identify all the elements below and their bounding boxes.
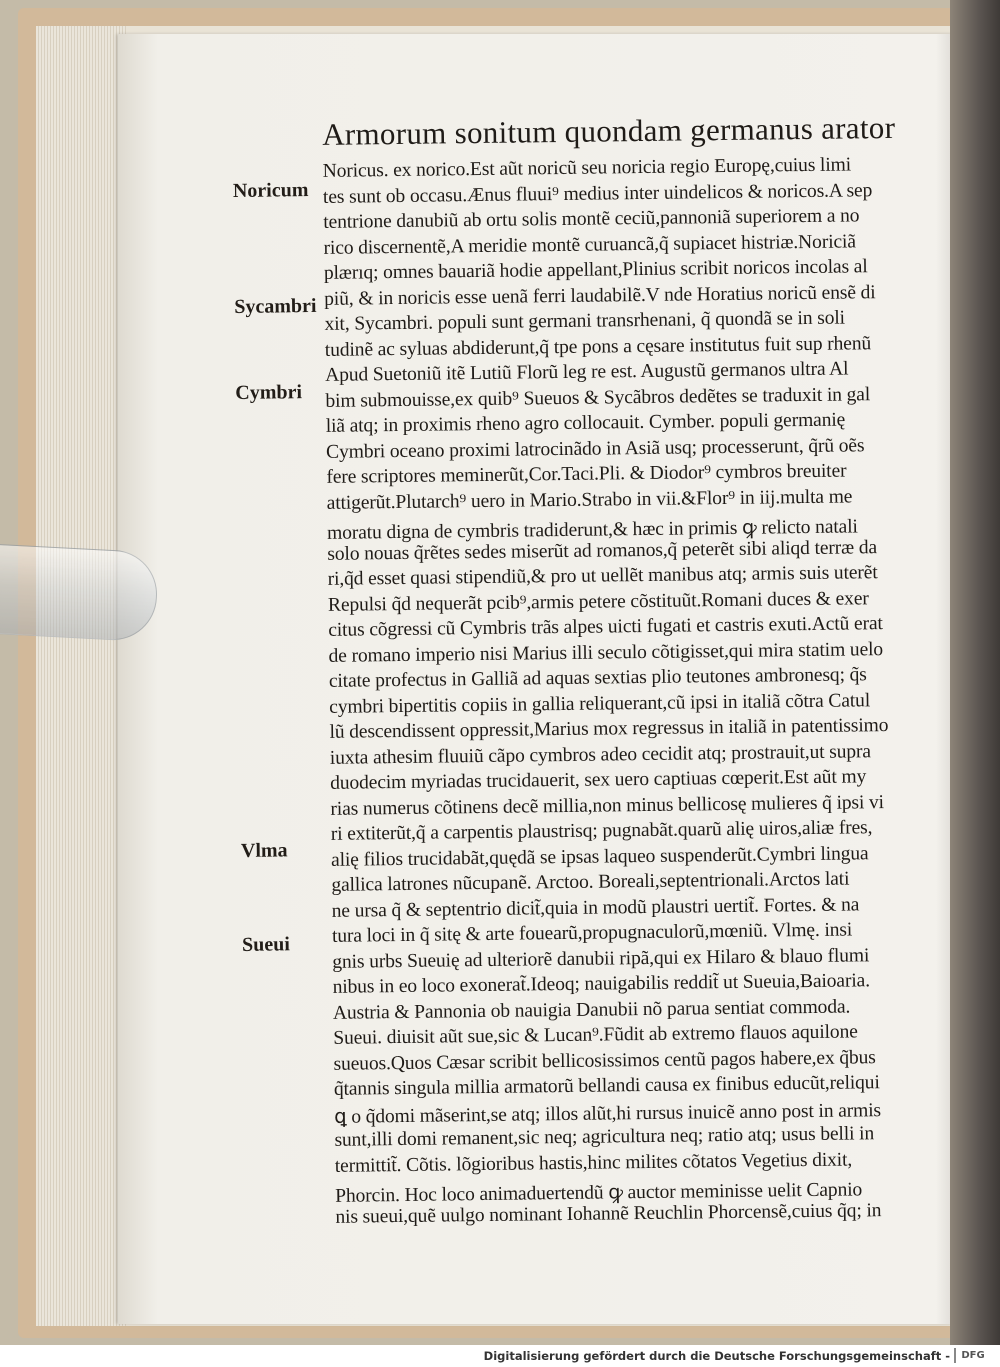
text-line: piũ, & in noricis esse uenã ferri laudabilẽ.V nde Horatius noricũ ensẽ di <box>324 281 876 310</box>
text-line: citus cõgressi cũ Cymbris trãs alpes uicti fugati et castris exuti.Actũ erat <box>328 613 883 641</box>
text-line: ri extiterũt,q̃ a carpentis plaustrisq; pugnabãt.quarũ alię uiros,aliæ fres, <box>330 817 873 845</box>
text-line: attigerũt.Plutarch⁹ uero in Mario.Strabo in vii.&Flor⁹ in iij.multa me <box>326 485 853 514</box>
text-line: sueuos.Quos Cæsar scribit bellicosissimos centũ pagos habere,ex q̃bus <box>333 1046 876 1075</box>
text-line: ꝗ o q̃domi mãserint,se atq; illos alũt,hi rursus inuicẽ anno post in armis <box>334 1099 882 1128</box>
text-line: citate profectus in Galliã ad aquas sextias plio teutones ambronesq; q̃s <box>328 664 867 692</box>
text-line: cymbri bipertitis copiis in gallia reliquerant,cũ ipsi in italiã cõtra Catul <box>329 689 871 718</box>
text-line: Repulsi q̃d nequerãt pcib⁹,armis petere cõstituũt.Romani duces & exer <box>327 587 869 616</box>
text-line: Sueui. diuisit aũt sue,sic & Lucan⁹.Fũdit ab extremo flauos aquilone <box>333 1021 858 1049</box>
text-line: duodecim myriadas trucidauerit, sex uero captiuas cœperit.Est aũt my <box>330 766 867 794</box>
margin-note-sycambri: Sycambri <box>234 294 317 318</box>
text-line: tura loci in q̃ sitę & arte fouearũ,propugnaculorũ,mœniũ. Vlmę. insi <box>331 919 853 947</box>
text-line: fere scriptores meminerũt,Cor.Taci.Pli. & Diodor⁹ cymbros breuiter <box>326 460 847 488</box>
binding-edge <box>950 0 1000 1345</box>
text-line: lũ descendissent oppressit,Marius mox regressus in italiã in patentissimo <box>329 715 889 743</box>
dfg-logo-icon: DFG <box>954 1348 990 1363</box>
text-line: de romano imperio nisi Marius illi seculo cõtigisset,qui mira statim uelo <box>328 638 884 667</box>
text-line: nibus in eo loco exonerat̃.Ideoq; nauigabilis reddit̃ ut Sueuia,Baioaria. <box>332 970 871 998</box>
text-line: Phorcin. Hoc loco animaduertendũ ꝙ auctor meminisse uelit Capnio <box>335 1179 863 1207</box>
page-edges <box>36 26 126 1326</box>
text-line: alię filios trucidabãt,quędã se ipsas laqueo suspenderũt.Cymbri lingua <box>330 842 869 871</box>
verse-headline: Armorum sonitum quondam germanus arator <box>321 109 896 152</box>
text-line: sunt,illi domi remanent,sic neq; agricultura neq; ratio atq; usus belli in <box>334 1123 875 1151</box>
text-line: tentrione danubiũ ab ortu solis montẽ ceciũ,pannoniã superiorem a no <box>323 205 860 233</box>
margin-note-sueui: Sueui <box>241 933 291 956</box>
text-line: moratu digna de cymbris tradiderunt,& hæc in primis ꝙ relicto natali <box>326 516 858 544</box>
text-line: Apud Suetoniũ itẽ Lutiũ Florũ leg re est. Augustũ germanos ultra Al <box>325 358 849 386</box>
text-line: q̃tannis singula millia armatorũ bellandi causa ex finibus educũt,reliqui <box>333 1072 880 1100</box>
text-line: rias numerus cõtinens decẽ millia,non minus bellicosę mulieres q̃ ipsi vi <box>330 791 885 820</box>
text-line: rico discernentẽ,A meridie montẽ curuancã,q̃ supiacet histriæ.Noriciã <box>323 230 856 259</box>
text-line: iuxta athesim fluuiũ cãpo cymbros adeo cecidit atq; prostrauit,ut supra <box>329 740 872 769</box>
margin-note-cymbri: Cymbri <box>235 381 303 404</box>
text-line: liã atq; in proximis rheno agro collocauit. Cymber. populi germanię <box>325 409 846 437</box>
text-line: Austria & Pannonia ob nauigia Danubii nõ parua sentiat commoda. <box>332 996 851 1024</box>
text-line: xit, Sycambri. populi sunt germani transrhenani, q̃ quondã se in soli <box>324 307 846 335</box>
text-line: ri,q̃d esset quasi stipendiũ,& pro ut uellẽt manibus atq; armis suis uterẽt <box>327 562 878 590</box>
text-line: tudinẽ ac syluas abdiderunt,q̃ tpe pons a cęsare institutus fuit sup rhenũ <box>324 332 872 361</box>
text-line: nis sueui,quẽ uulgo nominant Iohannẽ Reuchlin Phorcensẽ,cuius q̃q; in <box>335 1199 882 1228</box>
text-line: termittit̃. Cõtis. lõgioribus hastis,hinc milites cõtatos Vegetius dixit, <box>334 1149 853 1177</box>
text-line: Cymbri oceano proximi latrocinãdo in Asiã usq; processerunt, q̃rũ oẽs <box>325 434 865 463</box>
text-line: ne ursa q̃ & septentrio dicit̃,quia in modũ plaustri uertit̃. Fortes. & na <box>331 893 860 922</box>
text-line: tes sunt ob occasu.Ænus fluui⁹ medius inter uindelicos & noricos.A sep <box>322 179 873 208</box>
text-line: gallica latrones nũcupanẽ. Arctoo. Boreali,septentrionali.Arctos lati <box>331 868 850 896</box>
text-line: solo nouas q̃rẽtes sedes miserũt ad romanos,q̃ peterẽt sibi aliqd terræ da <box>327 536 878 565</box>
text-line: plærıq; omnes bauariã hodie appellant,Plinius scribit noricos incolas al <box>323 256 868 284</box>
margin-note-noricum: Noricum <box>232 179 309 202</box>
text-line: Noricus. ex norico.Est aũt noricũ seu noricia regio Europę,cuius limi <box>322 154 852 182</box>
page-clamp <box>0 544 159 643</box>
text-line: gnis urbs Sueuię ad ulteriorẽ danubii ripã,qui ex Hilaro & blauo flumi <box>332 944 870 973</box>
funding-credit: Digitalisierung gefördert durch die Deutsche Forschungsgemeinschaft - <box>483 1349 950 1363</box>
digitization-footer <box>0 1345 1000 1367</box>
margin-note-vlma: Vlma <box>240 839 288 862</box>
text-line: bim submouisse,ex quib⁹ Sueuos & Sycãbros dedẽtes se traduxit in gal <box>325 383 871 412</box>
